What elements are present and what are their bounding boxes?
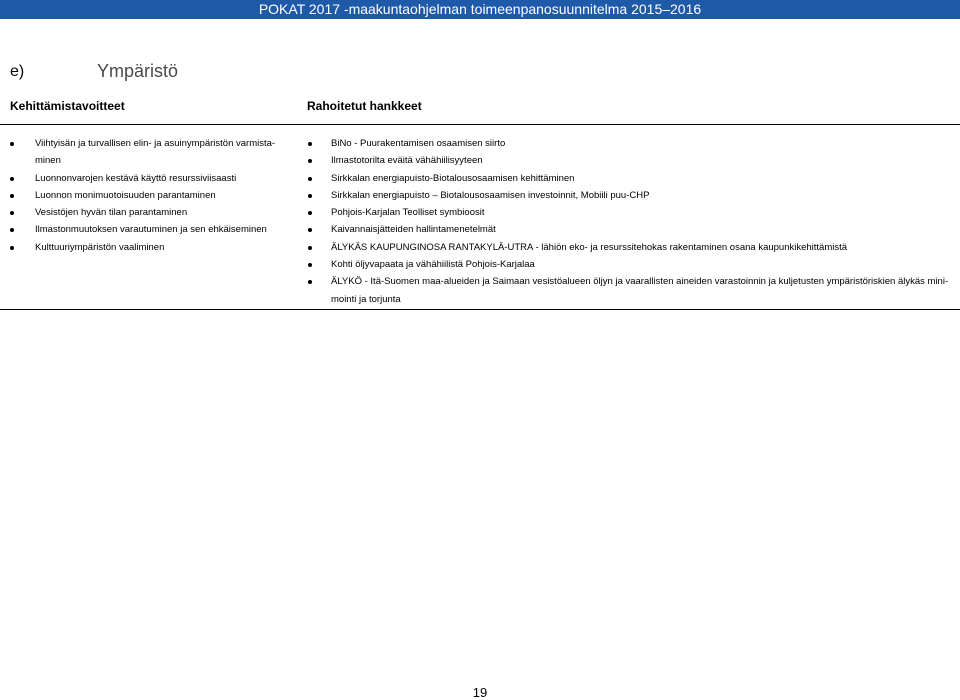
goal-item: Luonnonvarojen kestävä käyttö resurssiviisaasti [35,170,295,187]
goals-heading: Kehittämistavoitteet [10,99,125,113]
project-item: Kohti öljyvapaata ja vähähiilistä Pohjois-Karjalaa [331,256,949,273]
goal-item: Kulttuuriympäristön vaaliminen [35,239,295,256]
section-letter: e) [10,63,25,80]
project-item: ÄLYKÖ - Itä-Suomen maa-alueiden ja Saimaan vesistöalueen öljyn ja vaarallisten aineiden varastoinnin ja kuljetusten ympäristöriskien älykäs mini- mointi ja torjunta [331,273,949,308]
project-item: Kaivannaisjätteiden hallintamenetelmät [331,221,949,238]
page-header [0,0,960,19]
project-item: ÄLYKÄS KAUPUNGINOSA RANTAKYLÄ-UTRA - lähiön eko- ja resurssitehokas rakentaminen osana kaupunkikehittämistä [331,239,949,256]
goals-list [35,135,295,256]
goal-item: Ilmastonmuutoksen varautuminen ja sen ehkäiseminen [35,221,295,238]
goal-item: Vesistöjen hyvän tilan parantaminen [35,204,295,221]
document-title: POKAT 2017 -maakuntaohjelman toimeenpanosuunnitelma 2015–2016 [258,1,702,17]
table-top-rule [0,124,960,125]
projects-heading: Rahoitetut hankkeet [307,99,422,113]
project-item: Sirkkalan energiapuisto-Biotalousosaamisen kehittäminen [331,170,949,187]
project-item: Pohjois-Karjalan Teolliset symbioosit [331,204,949,221]
table-bottom-rule [0,309,960,310]
goal-item: Luonnon monimuotoisuuden parantaminen [35,187,295,204]
page-number: 19 [472,685,488,700]
section-title: Ympäristö [97,61,179,81]
projects-list [331,135,949,308]
project-item: Sirkkalan energiapuisto – Biotalousosaamisen investoinnit, Mobiili puu-CHP [331,187,949,204]
goal-item: Viihtyisän ja turvallisen elin- ja asuinympäristön varmista- minen [35,135,295,170]
project-item: Ilmastotorilta eväitä vähähiilisyyteen [331,152,949,169]
project-item: BiNo - Puurakentamisen osaamisen siirto [331,135,949,152]
